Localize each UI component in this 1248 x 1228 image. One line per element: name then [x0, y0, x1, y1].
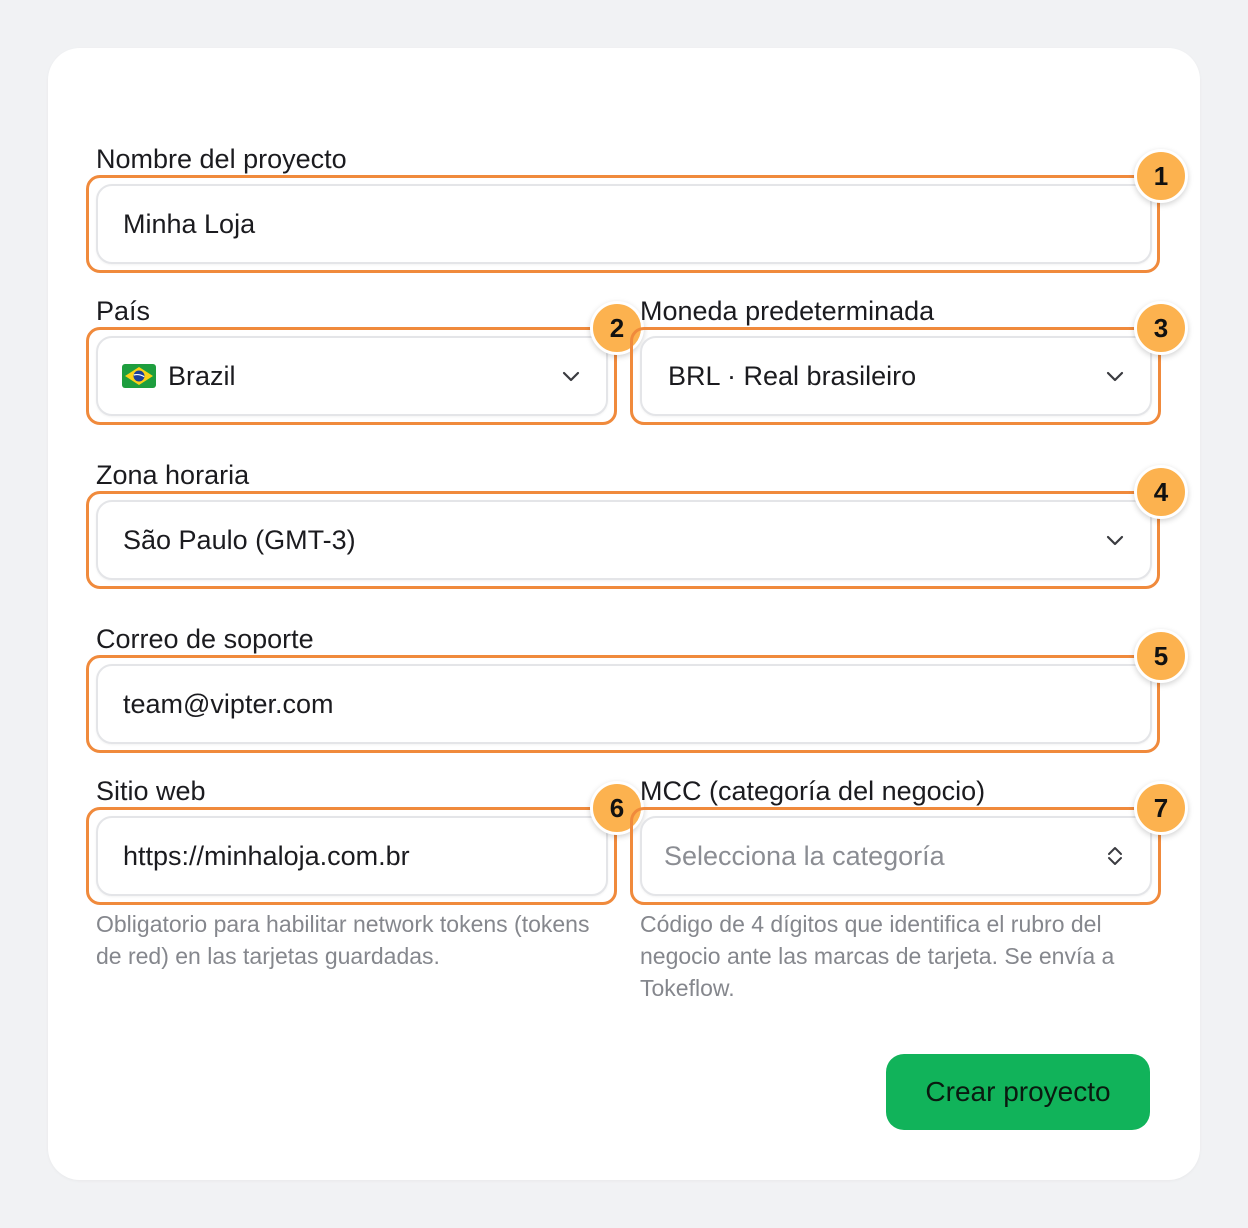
website-help-text: Obligatorio para habilitar network tokens (tokens de red) en las tarjetas guardadas. [96, 911, 590, 969]
timezone-select[interactable] [96, 500, 1152, 580]
chevron-down-icon [1104, 529, 1126, 551]
support-email-input[interactable] [96, 664, 1152, 744]
support-email-label: Correo de soporte [96, 624, 314, 654]
chevron-down-icon [1104, 365, 1126, 387]
country-select[interactable] [96, 336, 608, 416]
create-project-button[interactable]: Crear proyecto [886, 1054, 1150, 1130]
currency-value: BRL · Real brasileiro [668, 360, 917, 391]
website-value: https://minhaloja.com.br [123, 840, 410, 871]
annotation-badge-3: 3 [1134, 301, 1188, 355]
country-value: Brazil [168, 360, 236, 391]
brazil-flag-icon [122, 364, 156, 388]
mcc-select[interactable] [640, 816, 1152, 896]
website-input[interactable] [96, 816, 608, 896]
website-label: Sitio web [96, 776, 206, 806]
mcc-help-text: Código de 4 dígitos que identifica el rubro del negocio ante las marcas de tarjeta. Se envía a Tokeflow. [640, 911, 1115, 1001]
currency-label: Moneda predeterminada [640, 296, 935, 326]
annotation-badge-5: 5 [1134, 629, 1188, 683]
chevron-up-down-icon [1104, 842, 1126, 870]
support-email-value: team@vipter.com [123, 688, 334, 719]
project-name-input[interactable] [96, 184, 1152, 264]
annotation-badge-2: 2 [590, 301, 644, 355]
project-name-label: Nombre del proyecto [96, 144, 347, 174]
annotation-badge-4: 4 [1134, 465, 1188, 519]
annotation-badge-7: 7 [1134, 781, 1188, 835]
annotation-badge-6: 6 [590, 781, 644, 835]
timezone-label: Zona horaria [96, 460, 250, 490]
chevron-down-icon [560, 365, 582, 387]
timezone-value: São Paulo (GMT-3) [123, 524, 356, 555]
mcc-label: MCC (categoría del negocio) [640, 776, 986, 806]
currency-select[interactable] [640, 336, 1152, 416]
country-label: País [96, 296, 151, 326]
mcc-placeholder: Selecciona la categoría [664, 840, 945, 871]
annotation-badge-1: 1 [1134, 149, 1188, 203]
project-name-value: Minha Loja [123, 208, 256, 239]
